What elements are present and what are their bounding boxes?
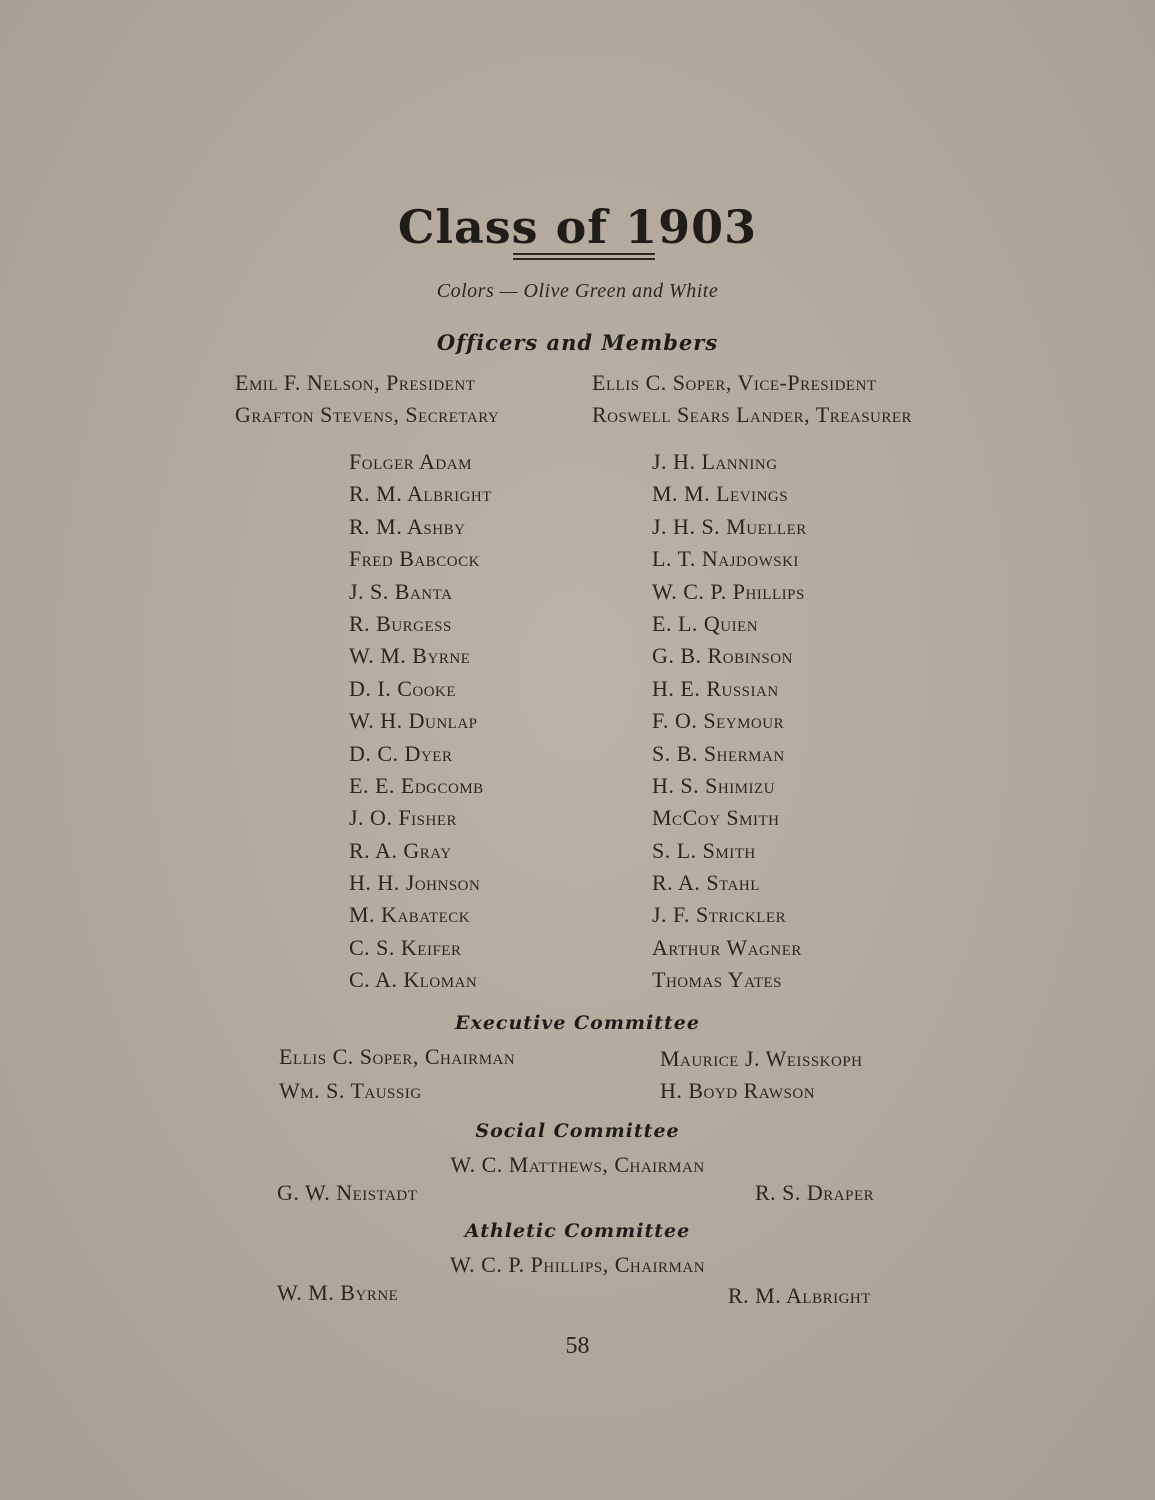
member-name: C. A. Kloman <box>349 967 478 993</box>
member-name: E. E. Edgcomb <box>349 772 484 798</box>
member-name: E. L. Quien <box>652 610 759 636</box>
member-name: M. M. Levings <box>652 481 789 507</box>
class-colors: Colors — Olive Green and White <box>436 280 719 302</box>
member-name: H. S. Shimizu <box>652 772 776 798</box>
members-left-column <box>349 446 492 997</box>
officer-secretary: Grafton Stevens, Secretary <box>235 402 500 427</box>
title-underline-second <box>513 258 655 260</box>
executive-committee-heading: Executive Committee <box>455 1012 700 1034</box>
member-name: W. M. Byrne <box>349 643 471 669</box>
member-name: D. I. Cooke <box>349 675 457 701</box>
member-name: R. A. Stahl <box>652 870 760 896</box>
member-name: Fred Babcock <box>349 546 480 572</box>
executive-member: Wm. S. Taussig <box>279 1078 422 1103</box>
member-name: S. B. Sherman <box>652 740 785 766</box>
member-name: R. A. Gray <box>349 837 452 863</box>
social-committee-heading: Social Committee <box>475 1120 680 1142</box>
member-name: Arthur Wagner <box>652 934 802 960</box>
athletic-member: W. M. Byrne <box>277 1280 399 1305</box>
member-name: G. B. Robinson <box>652 643 793 669</box>
member-name: J. H. S. Mueller <box>652 513 807 539</box>
member-name: Folger Adam <box>349 449 472 474</box>
member-name: R. M. Ashby <box>349 513 466 539</box>
member-name: F. O. Seymour <box>652 708 785 734</box>
member-name: J. S. Banta <box>349 578 453 604</box>
executive-chairman: Ellis C. Soper, Chairman <box>279 1044 516 1069</box>
member-name: J. O. Fisher <box>349 805 458 831</box>
officer-vice-president: Ellis C. Soper, Vice-President <box>592 370 877 395</box>
member-name: S. L. Smith <box>652 837 756 863</box>
member-name: W. C. P. Phillips <box>652 578 805 604</box>
member-name: M. Kabateck <box>349 902 471 928</box>
page-number: 58 <box>565 1333 590 1359</box>
member-name: Thomas Yates <box>652 967 783 993</box>
social-chairman: W. C. Matthews, Chairman <box>450 1152 705 1177</box>
member-name: R. M. Albright <box>349 481 492 507</box>
social-member: G. W. Neistadt <box>277 1180 418 1205</box>
member-name: D. C. Dyer <box>349 740 453 766</box>
title-underline <box>513 253 655 255</box>
athletic-committee-heading: Athletic Committee <box>464 1220 691 1242</box>
member-name: H. E. Russian <box>652 675 779 701</box>
executive-member: H. Boyd Rawson <box>660 1078 816 1103</box>
member-name: McCoy Smith <box>652 805 780 831</box>
members-right-column <box>652 446 807 997</box>
executive-member: Maurice J. Weisskoph <box>660 1046 863 1071</box>
officer-treasurer: Roswell Sears Lander, Treasurer <box>592 402 913 427</box>
officer-president: Emil F. Nelson, President <box>235 370 476 395</box>
athletic-chairman: W. C. P. Phillips, Chairman <box>449 1252 706 1277</box>
social-member: R. S. Draper <box>755 1180 875 1205</box>
member-name: J. H. Lanning <box>652 449 778 474</box>
member-name: C. S. Keifer <box>349 934 462 960</box>
member-name: L. T. Najdowski <box>652 546 799 572</box>
page-title: Class of 1903 <box>397 200 758 254</box>
member-name: R. Burgess <box>349 610 452 636</box>
officers-heading: Officers and Members <box>436 330 719 355</box>
member-name: H. H. Johnson <box>349 870 481 896</box>
athletic-member: R. M. Albright <box>728 1283 871 1308</box>
member-name: J. F. Strickler <box>652 902 787 928</box>
member-name: W. H. Dunlap <box>349 708 478 734</box>
